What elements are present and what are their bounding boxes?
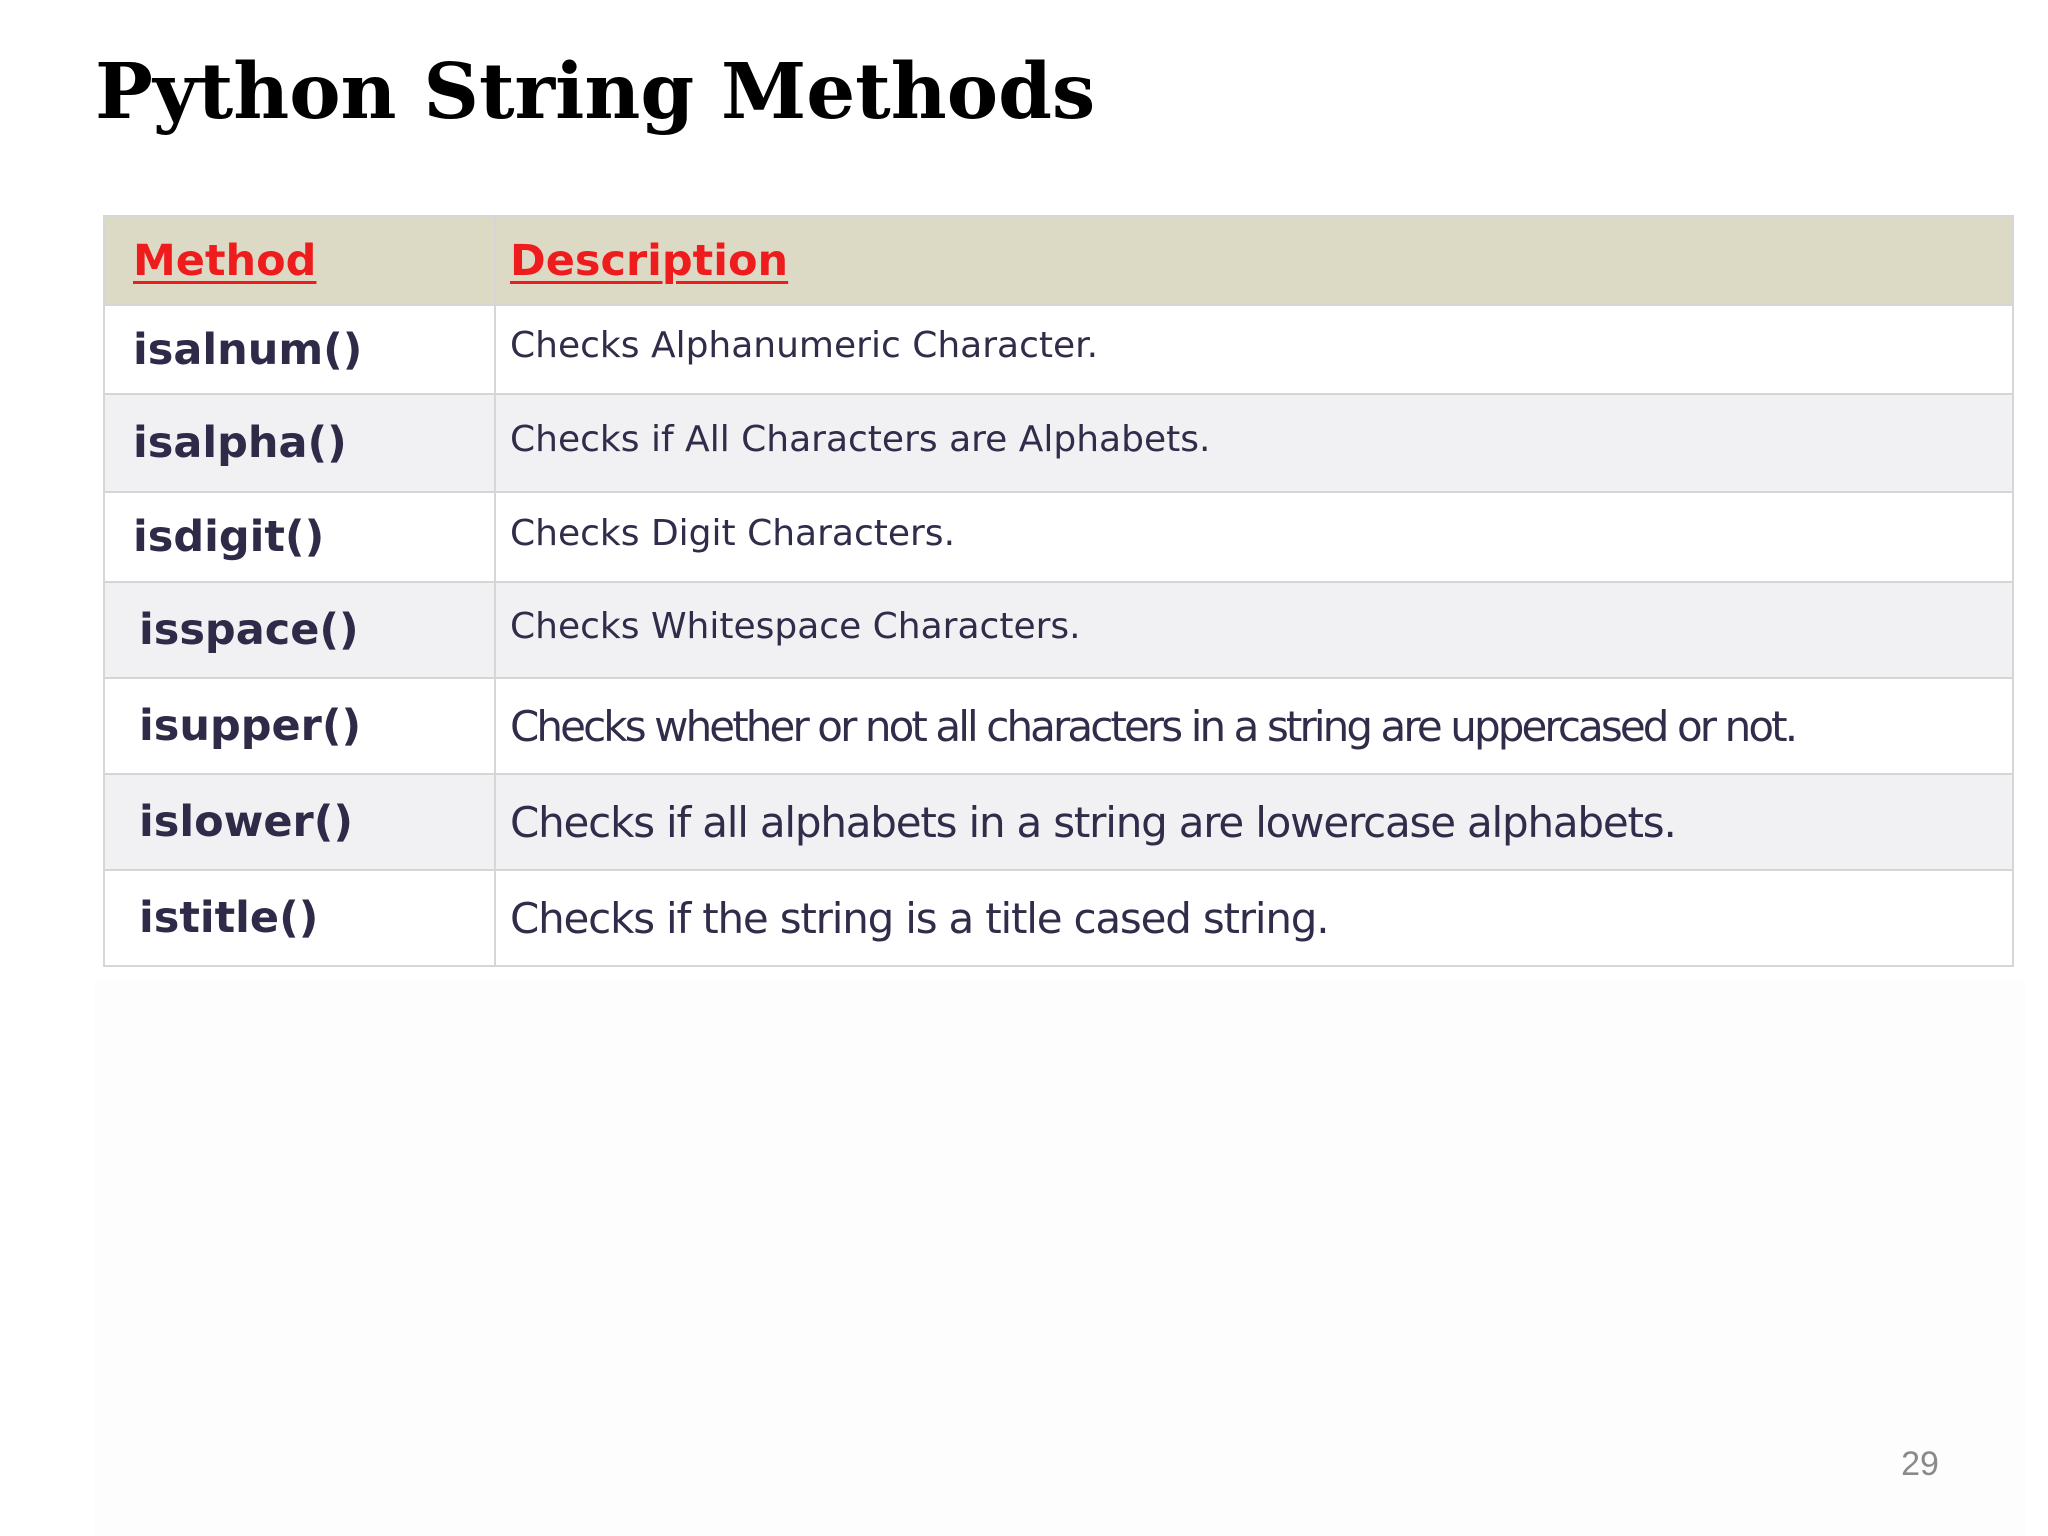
slide-background-panel [95,980,2025,1536]
description-text: Checks if all alphabets in a string are lowercase alphabets. [510,797,1676,847]
description-text: Checks if the string is a title cased string. [510,893,1329,943]
method-cell: istitle() [104,870,495,966]
description-cell [495,394,2013,492]
description-cell [495,774,2013,870]
method-cell: isdigit() [104,492,495,582]
table-row [104,305,2013,394]
table-row [104,394,2013,492]
description-cell [495,678,2013,774]
table-row [104,678,2013,774]
method-cell: islower() [104,774,495,870]
method-cell: isalpha() [104,394,495,492]
description-text: Checks Digit Characters. [510,512,956,554]
table-row [104,492,2013,582]
description-cell [495,492,2013,582]
description-cell [495,870,2013,966]
slide-title: Python String Methods [95,47,1096,137]
description-text: Checks Alphanumeric Character. [510,325,1099,366]
header-method: Method [104,216,495,305]
description-cell [495,582,2013,678]
table-header-row [104,216,2013,305]
method-cell: isspace() [104,582,495,678]
page-number: 29 [1901,1445,1939,1483]
table-row [104,870,2013,966]
header-description: Description [495,216,2013,305]
method-cell: isalnum() [104,305,495,394]
description-cell [495,305,2013,394]
table-row [104,582,2013,678]
description-text: Checks whether or not all characters in a string are uppercased or not. [510,701,1796,751]
table-row [104,774,2013,870]
method-cell: isupper() [104,678,495,774]
description-text: Checks Whitespace Characters. [510,605,1081,647]
description-text: Checks if All Characters are Alphabets. [510,418,1211,460]
string-methods-table [103,215,2014,967]
